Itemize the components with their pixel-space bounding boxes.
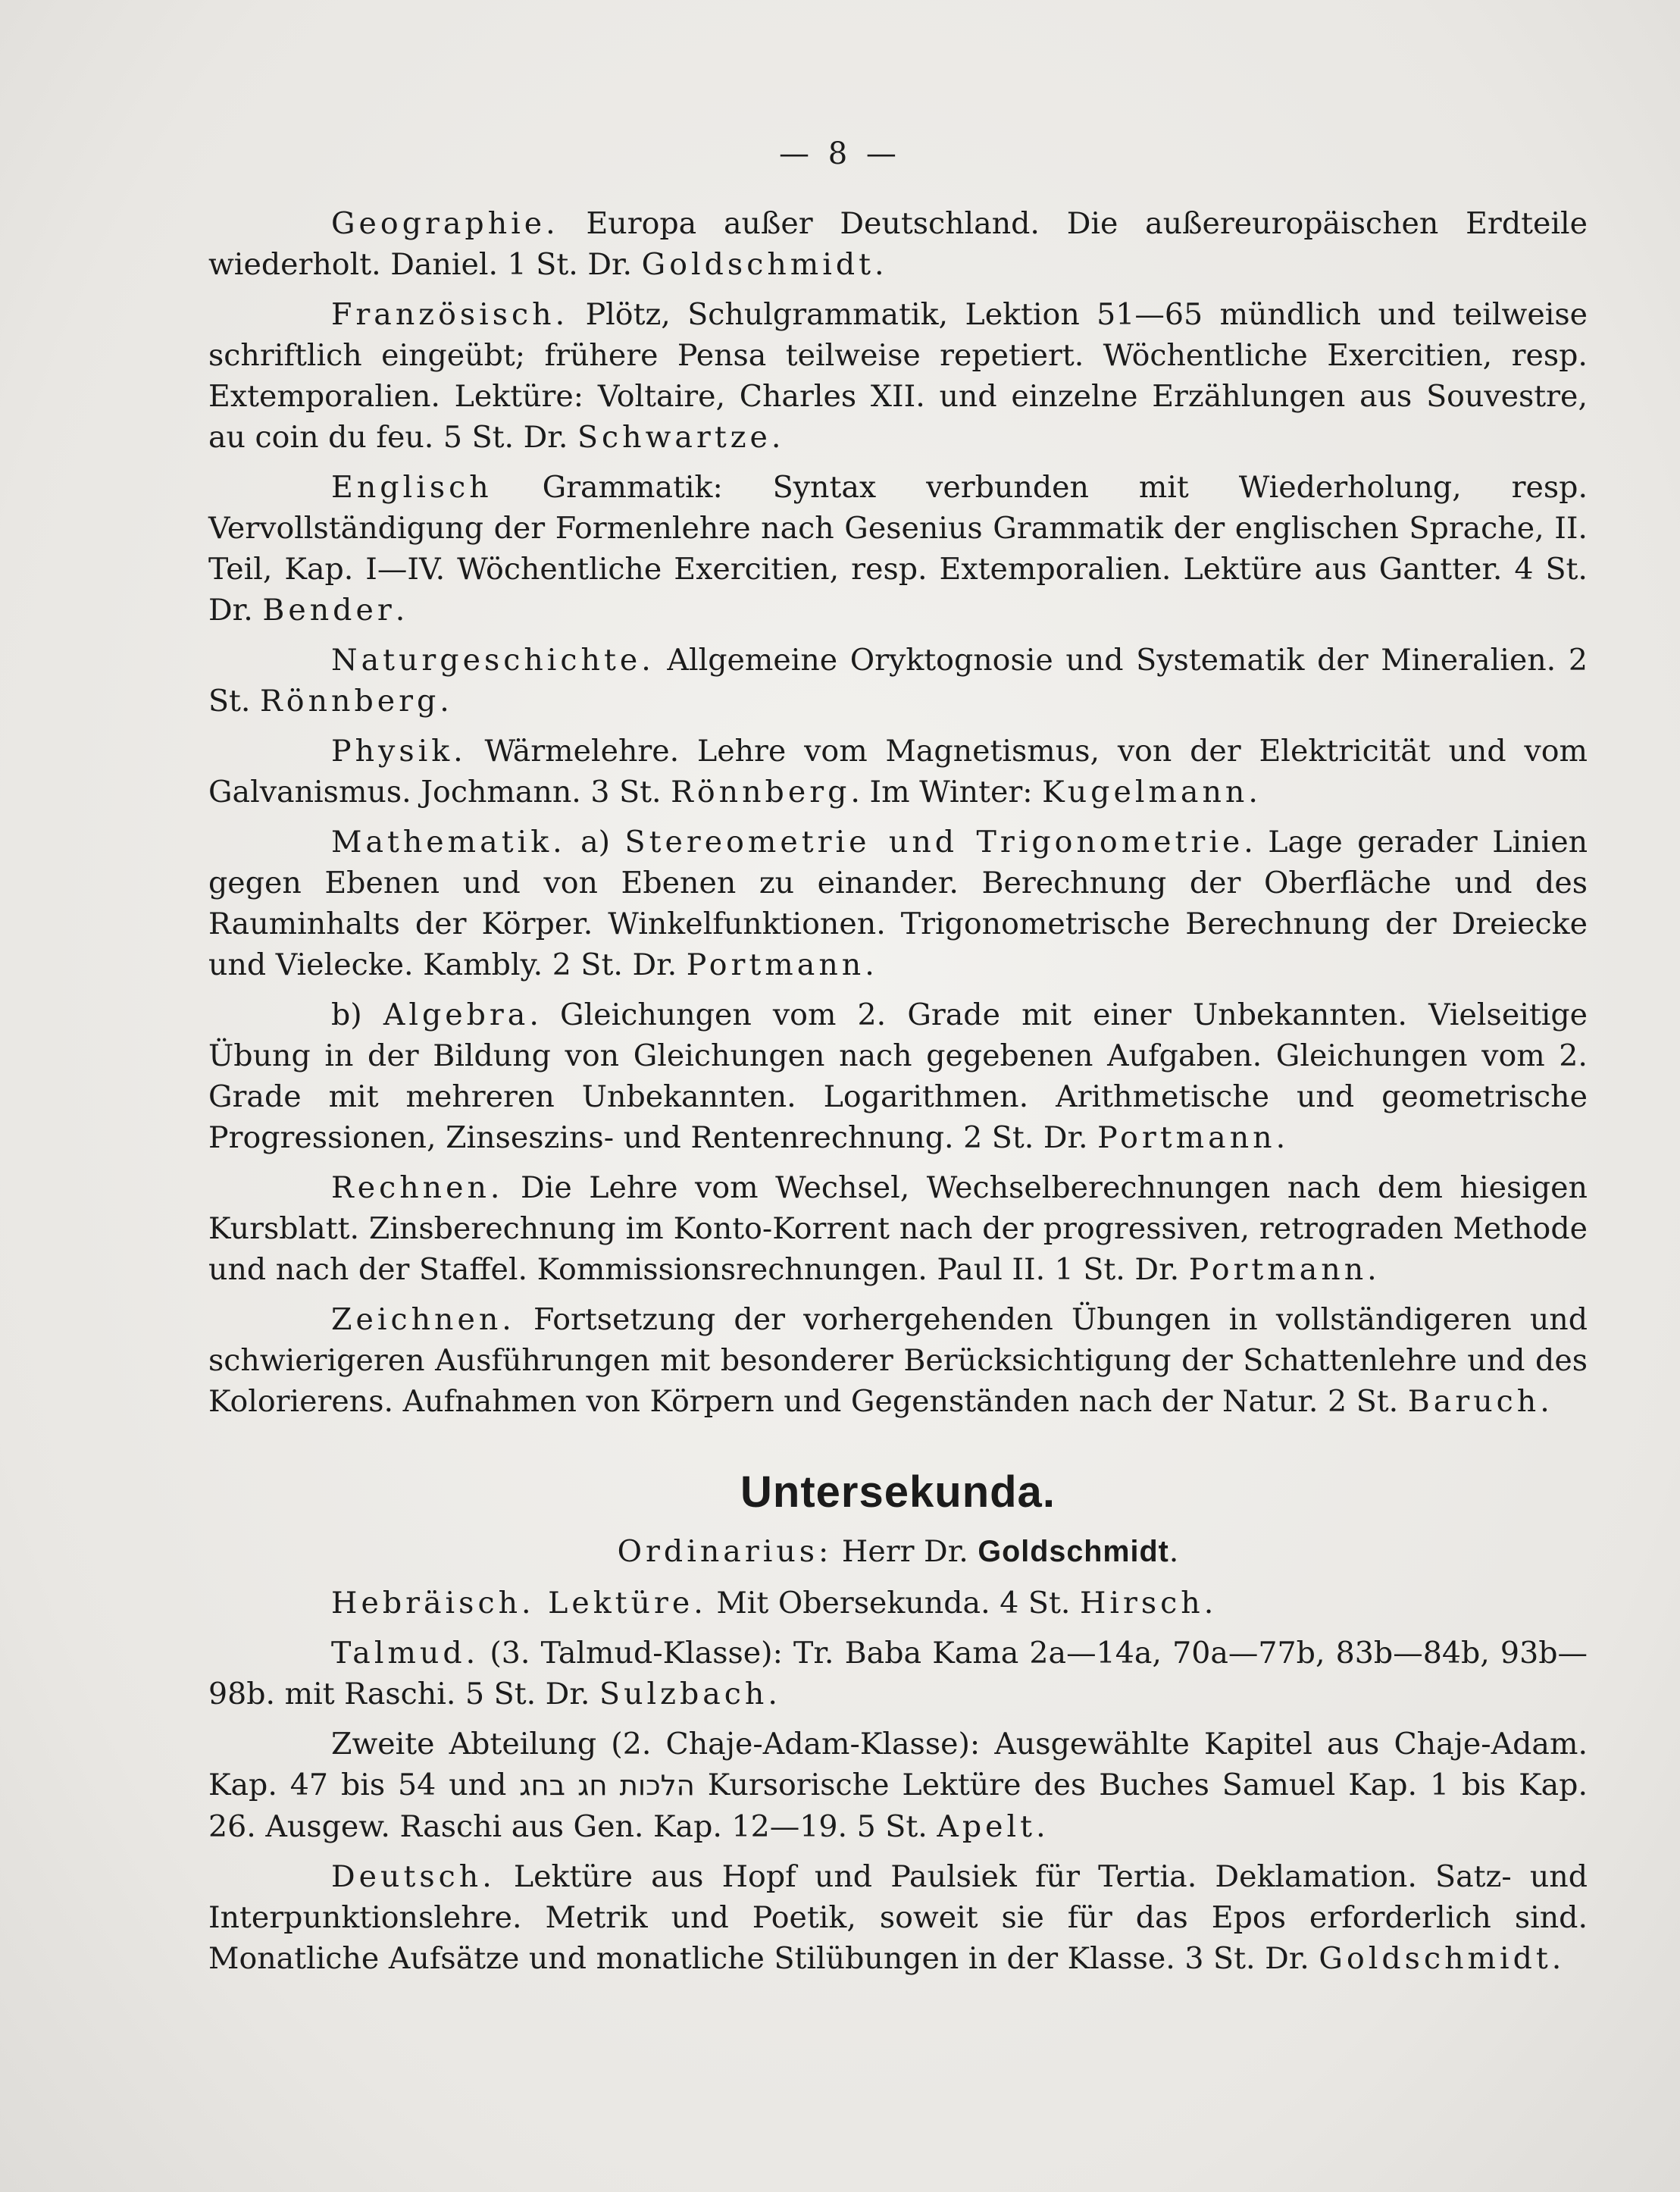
paragraph-tail: . xyxy=(771,420,781,455)
paragraph-algebra xyxy=(208,994,1588,1158)
teacher-name: Baruch xyxy=(1407,1384,1541,1419)
teacher-name: Rönnberg xyxy=(671,775,851,809)
paragraph-deutsch xyxy=(208,1856,1588,1979)
subject-heading: Rechnen. xyxy=(331,1170,504,1205)
paragraph-tail: . xyxy=(768,1677,777,1711)
paragraph-text: . Lage gerader Linien gegen Ebenen und von Ebenen zu einander. Berechnung der Oberfläche und des Rauminhalts der Körper. Winkelfunktionen. Trigonometrische Berechnung der Dreiecke und Vielecke. Kambly. 2 St. Dr. xyxy=(208,825,1588,982)
paragraph-text: (3. Talmud-Klasse): Tr. Baba Kama 2a—14a, 70a—77b, 83b—84b, 93b—98b. mit Raschi. 5 St. Dr. xyxy=(208,1636,1588,1711)
paragraph-text: . Gleichungen vom 2. Grade mit einer Unbekannten. Vielseitige Übung in der Bildung von Gleichungen nach gegebenen Aufgaben. Gleichungen vom 2. Grade mit mehreren Unbekannten. Logarithmen. Arithmetische und geometrische Progressionen, Zinseszins- und Rentenrechnung. 2 St. Dr. xyxy=(208,997,1588,1155)
subject-heading: Mathematik. xyxy=(331,825,566,860)
teacher-name: Bender xyxy=(262,593,396,628)
ordinarius-line xyxy=(208,1531,1588,1572)
paragraph-text: Europa außer Deutschland. Die außereuropäischen Erdteile wiederholt. Daniel. 1 St. Dr. xyxy=(208,206,1588,282)
paragraph-text: . Im Winter: xyxy=(850,775,1043,809)
subject-heading: Physik. xyxy=(331,734,467,769)
paragraph-tail: . xyxy=(865,947,874,982)
topic-heading: Stereometrie und Trigonometrie xyxy=(624,825,1244,860)
teacher-name: Portmann xyxy=(1097,1120,1276,1155)
document-body xyxy=(208,203,1588,1988)
subject-heading: Deutsch. xyxy=(331,1859,496,1894)
subject-heading: Französisch. xyxy=(331,297,569,332)
hebrew-title: הלכות חג בחג xyxy=(519,1769,695,1802)
paragraph-text: Zweite Abteilung (2. Chaje-Adam-Klasse): Ausgewählte Kapitel aus Chaje-Adam. Kap. 47 bis 54 und xyxy=(208,1727,1588,1802)
paragraph-tail: . xyxy=(440,684,449,719)
paragraph-tail: . xyxy=(1248,775,1258,809)
teacher-name: Apelt xyxy=(937,1809,1037,1844)
teacher-name: Goldschmidt xyxy=(641,247,875,282)
paragraph-text: Die Lehre vom Wechsel, Wechselberechnungen nach dem hiesigen Kursblatt. Zinsberechnung im Konto-Korrent nach der progressiven, retrograden Methode und nach der Staffel. Kommissionsrechnungen. Paul II. 1 St. Dr. xyxy=(208,1170,1588,1287)
paragraph-hebraeisch xyxy=(208,1583,1588,1624)
ordinarius-tail: . xyxy=(1168,1534,1179,1569)
ordinarius-label: Ordinarius: xyxy=(617,1534,833,1569)
paragraph-englisch xyxy=(208,467,1588,631)
page-number: — 8 — xyxy=(779,136,901,171)
subject-heading: Talmud. xyxy=(331,1636,480,1671)
paragraph-text: Lektüre aus Hopf und Paulsiek für Tertia. Deklamation. Satz- und Interpunktionslehre. Metrik und Poetik, soweit sie für das Epos erforderlich sind. Monatliche Aufsätze und monatliche Stilübungen in der Klasse. 3 St. Dr. xyxy=(208,1859,1588,1976)
paragraph-tail: . xyxy=(1275,1120,1286,1155)
section-title: Untersekunda. xyxy=(740,1467,1056,1517)
subject-heading: Hebräisch. Lektüre. xyxy=(331,1586,707,1621)
subject-heading: Geographie. xyxy=(331,206,559,241)
teacher-name: Schwartze xyxy=(577,420,771,455)
paragraph-franzoesisch xyxy=(208,294,1588,458)
paragraph-tail: . xyxy=(1203,1586,1214,1621)
paragraph-rechnen xyxy=(208,1167,1588,1290)
paragraph-mathematik xyxy=(208,822,1588,985)
paragraph-naturgeschichte xyxy=(208,640,1588,722)
paragraph-text: b) xyxy=(331,997,383,1032)
teacher-name: Rönnberg xyxy=(260,684,440,719)
teacher-name: Portmann xyxy=(686,947,865,982)
paragraph-tail: . xyxy=(1367,1252,1377,1287)
paragraph-tail: . xyxy=(395,593,405,628)
paragraph-text: Allgemeine Oryktognosie und Systematik der Mineralien. 2 St. xyxy=(208,643,1588,719)
paragraph-tail: . xyxy=(1540,1384,1550,1419)
paragraph-tail: . xyxy=(1551,1941,1562,1976)
paragraph-zweite-abteilung xyxy=(208,1724,1588,1847)
paragraph-tail: . xyxy=(874,247,884,282)
subject-heading: Naturgeschichte. xyxy=(331,643,655,678)
paragraph-text: Plötz, Schulgrammatik, Lektion 51—65 mündlich und teilweise schriftlich eingeübt; frühere Pensa teilweise repetiert. Wöchentliche Exercitien, resp. Extemporalien. Lektüre: Voltaire, Charles XII. und einzelne Erzählungen aus Souvestre, au coin du feu. 5 St. Dr. xyxy=(208,297,1588,455)
teacher-name: Portmann xyxy=(1188,1252,1368,1287)
subject-heading: Englisch xyxy=(331,470,493,505)
teacher-name: Kugelmann xyxy=(1042,775,1249,809)
paragraph-physik xyxy=(208,731,1588,813)
subject-heading: Zeichnen. xyxy=(331,1302,515,1337)
ordinarius-prefix: Herr Dr. xyxy=(832,1534,978,1569)
paragraph-tail: . xyxy=(1036,1809,1046,1844)
paragraph-text: Mit Obersekunda. 4 St. xyxy=(706,1586,1080,1621)
topic-heading: Algebra xyxy=(383,997,530,1032)
paragraph-text: Grammatik: Syntax verbunden mit Wiederholung, resp. Vervollständigung der Formenlehre nach Gesenius Grammatik der englischen Sprache, II. Teil, Kap. I—IV. Wöchentliche Exercitien, resp. Extemporalien. Lektüre aus Gantter. 4 St. Dr. xyxy=(208,470,1588,628)
teacher-name: Goldschmidt xyxy=(1319,1941,1552,1976)
paragraph-zeichnen xyxy=(208,1299,1588,1422)
paragraph-text: Kursorische Lektüre des Buches Samuel Kap. 1 bis Kap. 26. Ausgew. Raschi aus Gen. Kap. 12—19. 5 St. xyxy=(208,1768,1588,1844)
teacher-name: Sulzbach xyxy=(599,1677,768,1711)
teacher-name: Hirsch xyxy=(1079,1586,1204,1621)
ordinarius-name: Goldschmidt xyxy=(978,1535,1169,1568)
paragraph-geographie xyxy=(208,203,1588,285)
paragraph-text: Wärmelehre. Lehre vom Magnetismus, von der Elektricität und vom Galvanismus. Jochmann. 3 St. xyxy=(208,734,1588,809)
paragraph-text: a) xyxy=(565,825,625,860)
paragraph-text: Fortsetzung der vorhergehenden Übungen in vollständigeren und schwierigeren Ausführungen mit besonderer Berücksichtigung der Schattenlehre und des Kolorierens. Aufnahmen von Körpern und Gegenständen nach der Natur. 2 St. xyxy=(208,1302,1588,1419)
paragraph-talmud xyxy=(208,1633,1588,1714)
